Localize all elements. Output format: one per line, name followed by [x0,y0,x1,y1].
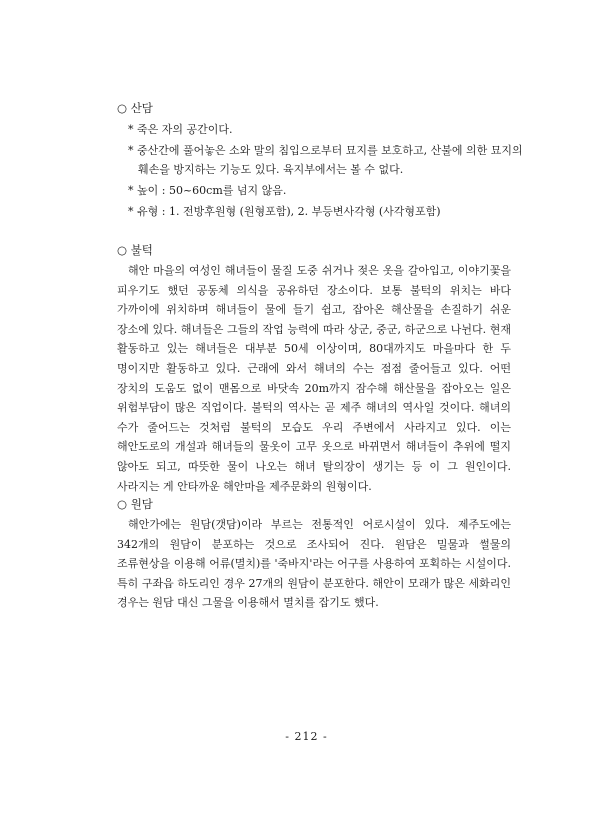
section-heading-sandam: ○ 산담 [117,101,153,115]
sandam-bullet-3: * 높이 : 50~60cm를 넘지 않음. [128,184,287,197]
sandam-bullet-2: * 중산간에 풀어놓은 소와 말의 침입으로부터 묘지를 보호하고, 산불에 의한 묘지의 훼손을 방지하는 기능도 있다. 육지부에서는 볼 수 없다. [128,144,523,176]
bulteok-paragraph: 해안 마을의 여성인 해녀들이 물질 도중 쉬거나 젖은 옷을 갈아입고, 이야기꽃을 피우기도 했던 공동체 의식을 공유하던 장소이다. 보통 불턱의 위치는 바다 가까이에 위치하며 해녀들이 물에 들기 쉽고, 잡아온 해산물을 손질하기 쉬운 장소에 있다. 해녀들은 그들의 작업 능력에 따라 상군, 중군, 하군으로 나뉜다. 현재 활동하고 있는 해녀들은 대부분 50세 이상이며, 80대까지도 마을마다 한 두 명이지만 활동하고 있다. 근래에 와서 해녀의 수는 점점 줄어들고 있다. 어떤 장치의 도움도 없이 맨몸으로 바닷속 20m까지 잠수해 해산물을 잡아오는 일은 위험부담이 많은 직업이다. 불턱의 역사는 곧 제주 해녀의 역사일 것이다. 해녀의 수가 줄어드는 것처럼 불턱의 모습도 우리 주변에서 사라지고 있다. 이는 해안도로의 개설과 해녀들의 물옷이 고무 옷으로 바뀌면서 해녀들이 추위에 떨지 않아도 되고, 따뜻한 물이 나오는 해녀 탈의장이 생기는 등 이 그 원인이다. 사라지는 게 안타까운 해안마을 제주문화의 원형이다. [117,264,511,493]
sandam-bullet-4: * 유형 : 1. 전방후원형 (원형포함), 2. 부등변사각형 (사각형포함) [128,205,441,218]
sandam-bullet-1: * 죽은 자의 공간이다. [128,123,233,136]
section-heading-bulteok: ○ 불턱 [117,243,153,257]
sandam-bullet-list [128,120,528,221]
wondam-paragraph: 해안가에는 원담(갯담)이라 부르는 전통적인 어로시설이 있다. 제주도에는 342개의 원담이 분포하는 것으로 조사되어 진다. 원담은 밀물과 썰물의 조류현상을 이용해 어류(멸치)를 '죽바지'라는 어구를 사용하여 포획하는 시설이다. 특히 구좌읍 하도리인 경우 27개의 원담이 분포한다. 해안이 모래가 많은 세화리인 경우는 원담 대신 그물을 이용해서 멸치를 잡기도 했다. [117,518,511,610]
section-heading-wondam: ○ 원담 [117,497,153,511]
page-number: - 212 - [285,730,328,743]
